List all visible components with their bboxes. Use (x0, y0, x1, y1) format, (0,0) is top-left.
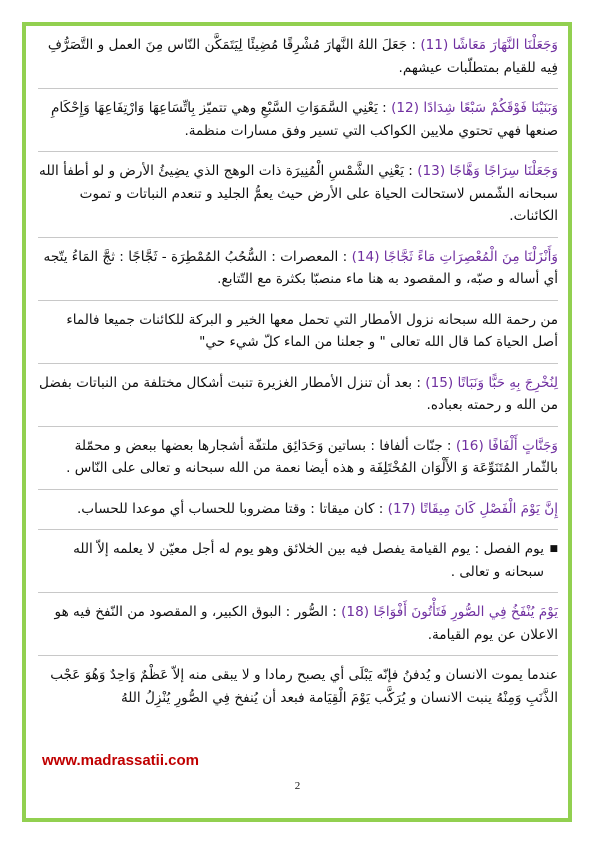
paragraph-verse-17 (38, 498, 558, 521)
paragraph-verse-13 (38, 160, 558, 228)
explanation-text: يوم الفصل : يوم القيامة يفصل فيه بين الخلائق وهو يوم له أجل معيّن لا يعلمه إلاّ الله سبحانه و تعالى . (73, 541, 544, 580)
paragraph-verse-12 (38, 97, 558, 142)
explanation-text: : جنّات ألفافا : بساتين وَحَدَائِق ملتفّة أشجارها بعضها ببعض و محمّلة بالثّمار المُتَنَوِّعَة وَ الأَلْوَان المُخْتَلِفَة و هذه أيضا نعمة من الله سبحانه و تعالى على النّاس . (66, 437, 558, 476)
explanation-text: : المعصرات : السُّحُبُ المُمْطِرَة - ثَجَّاجًا : ثجَّ المَاءُ يتّجه أي أساله و صبّه، و المقصود به هنا ماء منصبّا بكثرة مع التّتابع. (43, 248, 558, 287)
verse-text: وَأَنْزَلْنَا مِنَ الْمُعْصِرَاتِ مَاءً ثَجَّاجًا (14) (351, 248, 558, 265)
explanation-text: : الصُّور : البوق الكبير، و المقصود من النّفخ فيه هو الاعلان عن يوم القيامة. (54, 604, 558, 643)
paragraph-rain-mercy (38, 309, 558, 354)
explanation-text: من رحمة الله سبحانه نزول الأمطار التي تحمل معها الخير و البركة للكائنات جميعا فالماء أصل الحياة كما قال الله تعالى " و جعلنا من الماء كلّ شيء حي" (66, 311, 558, 350)
verse-text: وَجَعَلْنَا النَّهَارَ مَعَاشًا (11) (420, 37, 558, 53)
explanation-text: : يَعْنِي الشَّمْسِ الْمُنِيرَة ذات الوهج الذي يضِيئُ الأرض و لو أطفأ الله سبحانه الشّمس لاستحالت الحياة على الأرض حيث يعمُّ الجليد و تنعدم النباتات و تموت الكائنات. (39, 163, 558, 224)
verse-text: لِنُخْرِجَ بِهِ حَبًّا وَنَبَاتًا (15) (425, 374, 558, 391)
verse-text: وَجَنَّاتٍ أَلْفَافًا (16) (455, 437, 558, 454)
divider (38, 237, 558, 238)
explanation-text: : كان ميقاتا : وقتا مضروبا للحساب أي موعدا للحساب. (76, 500, 388, 517)
bullet-item-day-of-judgment (38, 538, 558, 583)
paragraph-verse-15 (38, 372, 558, 417)
paragraph-verse-14 (38, 246, 558, 291)
divider (38, 151, 558, 152)
site-logo: www.madrassatii.com (42, 752, 200, 769)
explanation-text: : يَعْنِي السَّمَوَاتِ السَّبْعِ وهي تتميّز بِاتِّسَاعِهَا وَارْتِفَاعِهَا وَإِحْكَامِ صنعها فهي تحتوي ملايين الكواكب التي تسير وفق مسارات منظمة. (51, 100, 558, 139)
explanation-text: عندما يموت الانسان و يُدفنُ فإنّه يَبْلَى أي يصبح رمادا و لا يبقى منه إلاّ عَظْمٌ وَاحِدٌ وَهُوَ عَجْب الذَّنَبِ وَمِنْهُ ينبت الانسان و يُرَكَّب يَوْمَ الْقِيَامة فبعد أن يُنفخ فِي الصُّورِ يُنْزِلُ اللهُ (50, 667, 558, 706)
divider (38, 489, 558, 490)
divider (38, 592, 558, 593)
divider (38, 88, 558, 89)
explanation-text: : بعد أن تنزل الأمطار الغزيرة تنبت أشكال مختلفة من النباتات بفضل من الله و رحمته بعباده. (39, 374, 558, 413)
verse-text: إِنَّ يَوْمَ الْفَصْلِ كَانَ مِيقَاتًا (17) (387, 500, 558, 517)
verse-text: يَوْمَ يُنْفَخُ فِي الصُّورِ فَتَأْتُونَ أَفْوَاجًا (18) (341, 604, 558, 620)
divider (38, 300, 558, 301)
verse-text: وَجَعَلْنَا سِرَاجًا وَهَّاجًا (13) (417, 163, 558, 179)
explanation-text: : جَعَلَ اللهُ النَّهارَ مُشْرِقًا مُضِيئًا لِيَتَمَكَّن النّاس مِنَ العمل و التَّصَرُّفِ فِيه للقيام بمتطلّبات عيشهم. (47, 37, 558, 76)
paragraph-verse-16 (38, 435, 558, 480)
page-number: 2 (294, 780, 301, 792)
divider (38, 529, 558, 530)
verse-text: وَبَنَيْنَا فَوْقَكُمْ سَبْعًا شِدَادًا (12) (391, 100, 558, 116)
paragraph-verse-11 (38, 34, 558, 79)
paragraph-resurrection (38, 664, 558, 709)
divider (38, 655, 558, 656)
bullet-square-icon: ■ (549, 544, 558, 554)
divider (38, 426, 558, 427)
paragraph-verse-18 (38, 601, 558, 646)
document-body (38, 34, 558, 718)
divider (38, 363, 558, 364)
